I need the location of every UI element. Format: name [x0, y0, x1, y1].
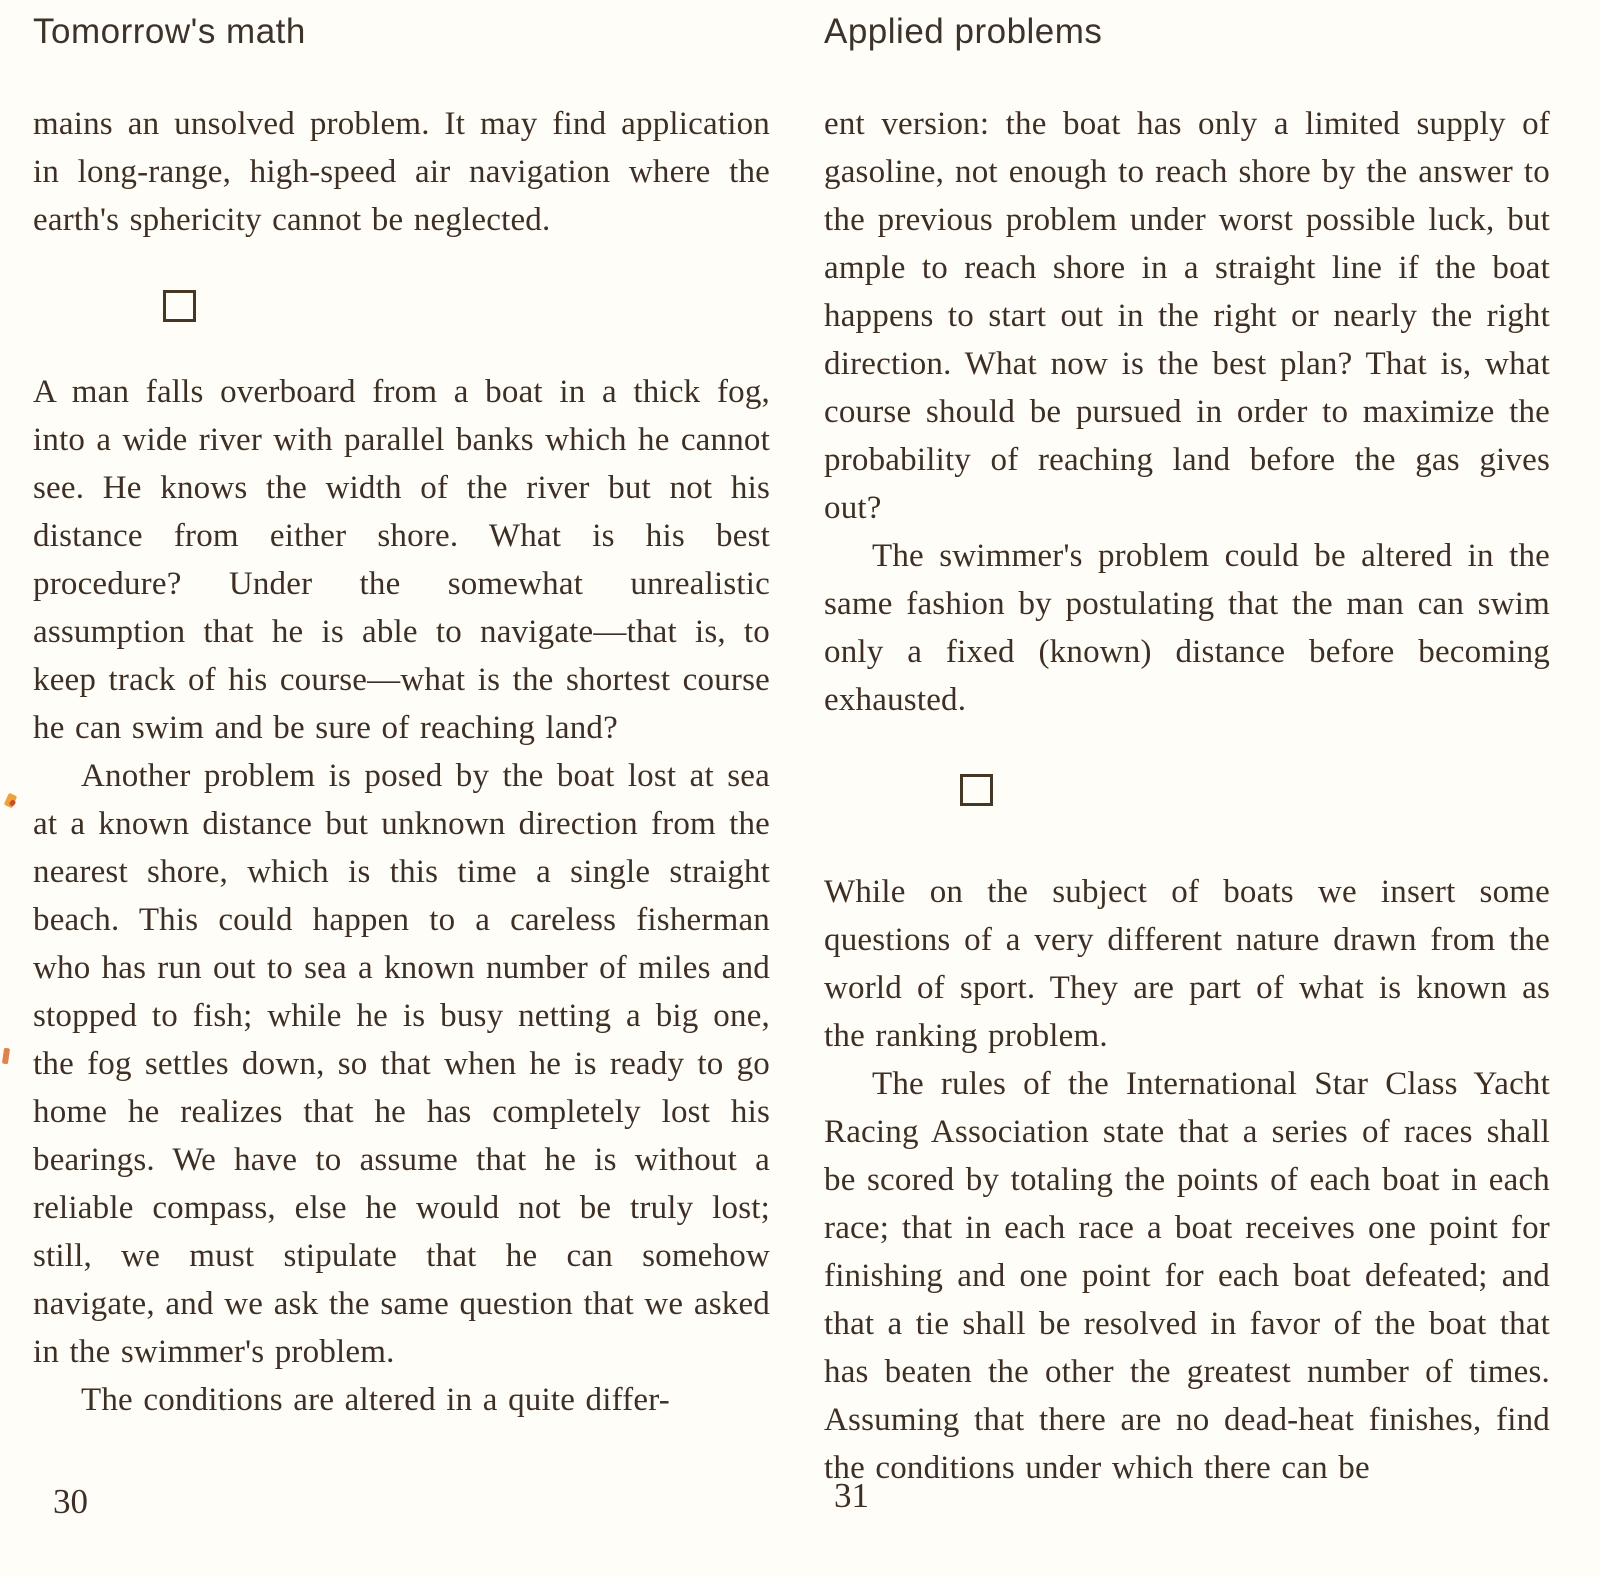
scan-artifact-speck	[2, 1048, 10, 1065]
paragraph-gasoline-version: ent version: the boat has only a limited supply of gasoline, not enough to reach shore by the answer to the previous problem under worst possible luck, but ample to reach shore in a straight line if the boat happens to start out in the right or nearly the right direction. What now is the best plan? That is, what course should be pursued in order to maximize the probability of reaching land before the gas gives out?	[824, 106, 1550, 526]
page-number-left: 30	[53, 1482, 88, 1521]
page-31	[824, 0, 1550, 1577]
paragraph-swimmer-altered: The swimmer's problem could be altered in the same fashion by postulating that the man can swim only a fixed (known) distance before becoming exhausted.	[824, 538, 1550, 718]
paragraph-yacht-rules: The rules of the International Star Class Yacht Racing Association state that a series of races shall be scored by totaling the points of each boat in each race; that in each race a boat receives one point for finishing and one point for each boat defeated; and that a tie shall be resolved in favor of the boat that has beaten the other the greatest number of times. Assuming that there are no dead-heat finishes, find the conditions under which there can be	[824, 1066, 1550, 1486]
paragraph-conditions-altered: The conditions are altered in a quite differ-	[81, 1382, 670, 1418]
section-divider-square-icon	[163, 290, 196, 322]
page-number-right: 31	[834, 1476, 869, 1515]
text-column-right	[824, 100, 1550, 1492]
paragraph-swimmer-problem: A man falls overboard from a boat in a thick fog, into a wide river with parallel banks which he cannot see. He knows the width of the river but not his distance from either shore. What is his best procedure? Under the somewhat unrealistic assumption that he is able to navigate—that is, to keep track of his course—what is the shortest course he can swim and be sure of reaching land?	[33, 374, 770, 746]
text-column-left	[33, 100, 770, 1424]
page-30	[33, 0, 770, 1577]
section-divider-square-icon	[960, 774, 993, 806]
running-head-left: Tomorrow's math	[33, 12, 306, 51]
paragraph-ranking-intro: While on the subject of boats we insert some questions of a very different nature drawn from the world of sport. They are part of what is known as the ranking problem.	[824, 874, 1550, 1054]
paragraph-boat-lost: Another problem is posed by the boat lost at sea at a known distance but unknown direction from the nearest shore, which is this time a single straight beach. This could happen to a careless fisherman who has run out to sea a known number of miles and stopped to fish; while he is busy netting a big one, the fog settles down, so that when he is ready to go home he realizes that he has completely lost his bearings. We have to assume that he is without a reliable compass, else he would not be truly lost; still, we must stipulate that he can somehow navigate, and we ask the same question that we asked in the swimmer's problem.	[33, 758, 770, 1370]
running-head-right: Applied problems	[824, 12, 1103, 51]
paragraph-continued: mains an unsolved problem. It may find application in long-range, high-speed air navigation where the earth's sphericity cannot be neglected.	[33, 106, 770, 238]
